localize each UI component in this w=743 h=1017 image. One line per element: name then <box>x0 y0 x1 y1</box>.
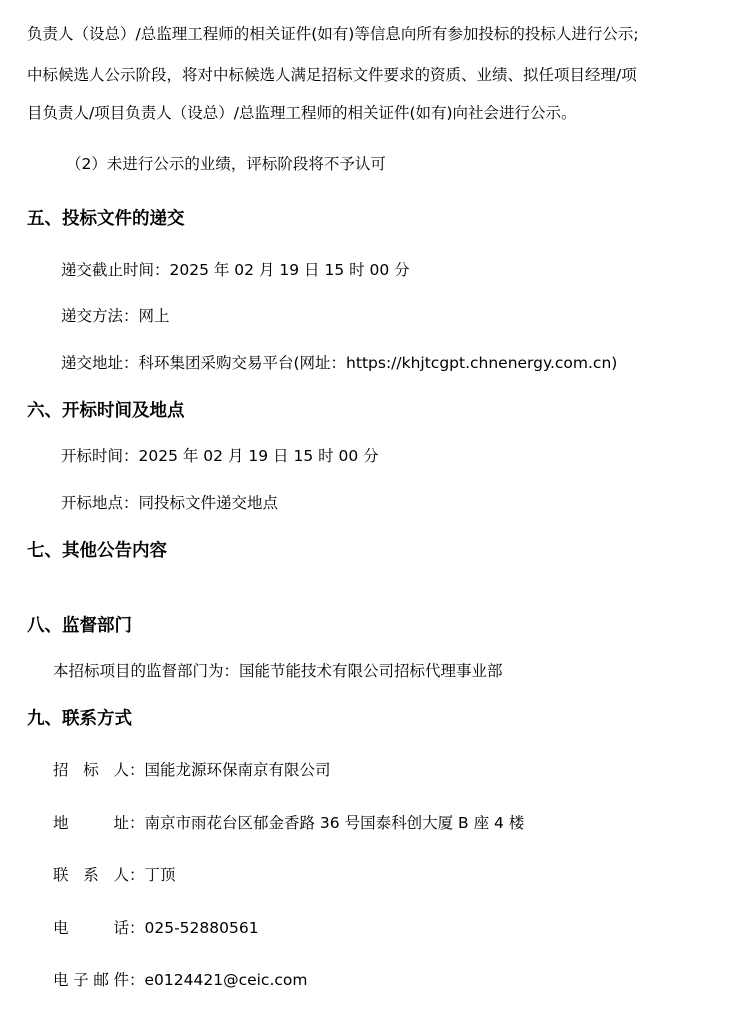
contact-label: 联系人 <box>53 866 129 884</box>
submission-deadline: 递交截止时间：2025 年 02 月 19 日 15 时 00 分 <box>61 261 410 279</box>
contact-value[interactable]: ：e0124421@ceic.com <box>129 971 308 989</box>
contact-label: 电子邮件 <box>53 971 129 989</box>
contact-value: ：国能龙源环保南京有限公司 <box>129 761 331 779</box>
contact-person <box>53 865 176 885</box>
contact-label: 招标人 <box>53 761 129 779</box>
contact-phone <box>53 918 259 938</box>
contact-label: 地址 <box>53 814 129 832</box>
section7-heading: 七、其他公告内容 <box>27 541 167 561</box>
section6-heading: 六、开标时间及地点 <box>27 401 185 421</box>
section5-heading: 五、投标文件的递交 <box>27 209 185 229</box>
contact-value: ：南京市雨花台区郁金香路 36 号国泰科创大厦 B 座 4 楼 <box>129 814 525 832</box>
intro-item-2: （2）未进行公示的业绩，评标阶段将不予认可 <box>66 155 386 173</box>
contact-label: 电话 <box>53 919 129 937</box>
intro-line-3: 目负责人/项目负责人（设总）/总监理工程师的相关证件(如有)向社会进行公示。 <box>27 104 577 122</box>
intro-line-1: 负责人（设总）/总监理工程师的相关证件(如有)等信息向所有参加投标的投标人进行公示; <box>27 25 639 43</box>
supervision-text: 本招标项目的监督部门为：国能节能技术有限公司招标代理事业部 <box>53 662 503 680</box>
section9-heading: 九、联系方式 <box>27 709 132 729</box>
opening-time: 开标时间：2025 年 02 月 19 日 15 时 00 分 <box>61 447 379 465</box>
opening-place: 开标地点：同投标文件递交地点 <box>61 494 279 512</box>
contact-value: ：025-52880561 <box>129 919 259 937</box>
submission-method: 递交方法：网上 <box>61 307 170 325</box>
contact-email <box>53 970 308 990</box>
contact-value: ：丁顶 <box>129 866 176 884</box>
contact-address <box>53 813 524 833</box>
submission-address: 递交地址：科环集团采购交易平台(网址：https://khjtcgpt.chnenergy.com.cn) <box>61 354 618 372</box>
contact-tenderer <box>53 760 331 780</box>
section8-heading: 八、监督部门 <box>27 616 132 636</box>
intro-line-2: 中标候选人公示阶段，将对中标候选人满足招标文件要求的资质、业绩、拟任项目经理/项 <box>27 66 637 84</box>
